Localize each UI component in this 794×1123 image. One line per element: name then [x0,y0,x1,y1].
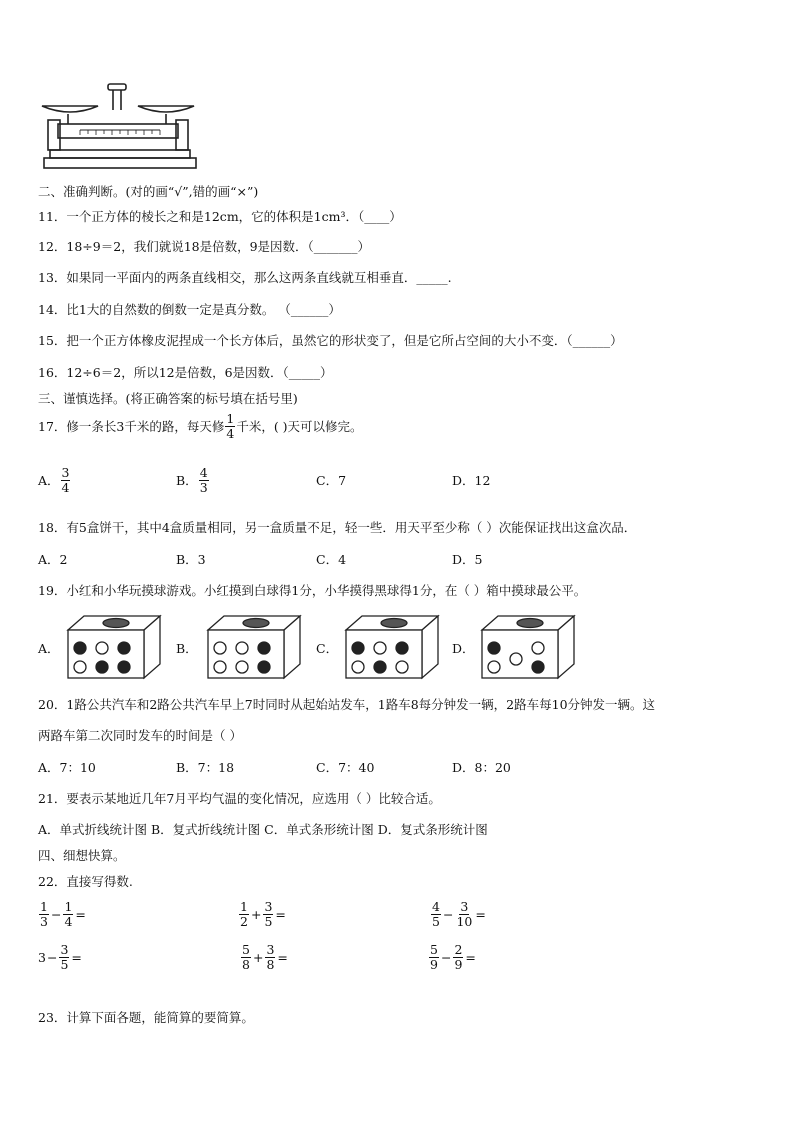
question-15: 15．把一个正方体橡皮泥捏成一个长方体后，虽然它的形状变了，但是它所占空间的大小不变．（______） [38,333,623,348]
frac-den: 8 [242,957,250,972]
question-13: 13．如果同一平面内的两条直线相交，那么这两条直线就互相垂直．_____. [38,270,452,285]
q17-option-b [176,466,210,495]
q18-option-b: B．3 [176,552,206,567]
frac [429,943,439,972]
question-14: 14．比1大的自然数的倒数一定是真分数。 （______） [38,302,341,317]
section-2-heading: 二、准确判断。(对的画“√”,错的画“×”) [38,184,259,199]
frac-num: 2 [454,942,463,957]
calc-2 [238,900,287,929]
frac-den: 3 [199,480,208,495]
question-21: 21．要表示某地近几年7月平均气温的变化情况，应选用（ ）比较合适。 [38,791,441,806]
q17-suffix: 千米，( )天可以修完。 [236,418,363,434]
q17-frac-num: 1 [226,411,235,426]
q19-option-b-label: B． [176,641,198,656]
q18-option-c: C．4 [316,552,347,567]
ball-box-b [206,614,302,680]
frac-num: 1 [40,899,48,914]
q17-option-c [316,473,346,489]
calc-5 [240,943,289,972]
question-19: 19．小红和小华玩摸球游戏。小红摸到白球得1分，小华摸得黑球得1分，在（ ）箱中摸球最公平。 [38,583,587,598]
question-17 [38,412,363,441]
frac-num: 5 [430,942,438,957]
q20-option-d: D．8：20 [452,760,511,775]
frac [265,943,275,972]
question-22: 22．直接写得数. [38,874,133,889]
q17-prefix: 17．修一条长3千米的路，每天修 [38,418,225,434]
equals: = [275,907,286,922]
integer: 3 [38,950,46,965]
frac [263,900,273,929]
frac-den: 8 [266,957,275,972]
q17-fraction [225,412,235,441]
frac-num: 1 [64,899,73,914]
option-fraction [199,466,209,495]
operator: − [442,907,454,922]
equals: = [75,907,86,922]
frac-num: 3 [266,942,275,957]
q19-option-d-label: D． [452,641,475,656]
equals: = [71,950,82,965]
operator: + [250,907,262,922]
frac-den: 5 [432,914,440,929]
q20-option-b: B．7：18 [176,760,235,775]
calc-1 [38,900,87,929]
option-label: B． [176,472,198,488]
calc-4 [38,943,83,972]
question-11: 11．一个正方体的棱长之和是12cm，它的体积是1cm³．（____） [38,209,402,224]
option-label: A． [38,472,60,488]
option-label: C． [316,473,339,488]
q17-option-a [38,466,71,495]
q19-option-c-label: C． [316,641,339,656]
frac-num: 1 [240,899,248,914]
frac-den: 4 [61,480,70,495]
operator: − [440,950,452,965]
q18-option-a: A．2 [38,552,68,567]
frac-den: 3 [40,914,48,929]
option-text: 7 [338,473,347,488]
equals: = [475,907,486,922]
question-20-line1: 20．1路公共汽车和2路公共汽车早上7时同时从起始站发车，1路车8每分钟发一辆，2路车每10分钟发一辆。这 [38,697,656,712]
option-fraction [61,466,71,495]
ball-box-d [480,614,576,680]
frac-den: 5 [264,914,273,929]
option-label: D． [452,473,475,488]
balance-scale-image [40,80,200,172]
question-18: 18．有5盒饼干，其中4盒质量相同，另一盒质量不足，轻一些．用天平至少称（ ）次能保证找出这盒次品． [38,520,637,535]
calc-6 [428,943,477,972]
frac-num: 3 [264,899,273,914]
q20-option-c: C．7：40 [316,760,375,775]
q18-option-d: D．5 [452,552,483,567]
frac [239,900,249,929]
frac-num: 3 [61,465,70,480]
frac-num: 4 [199,465,208,480]
frac-num: 4 [432,899,440,914]
frac-num: 3 [460,899,469,914]
question-16: 16．12÷6＝2，所以12是倍数，6是因数．（_____） [38,365,333,380]
q17-option-d [452,473,490,489]
frac [453,943,463,972]
frac [431,900,441,929]
ball-box-c [344,614,440,680]
operator: − [46,950,58,965]
frac-den: 9 [454,957,463,972]
option-text: 12 [474,473,491,488]
q21-options: A．单式折线统计图 B．复式折线统计图 C．单式条形统计图 D．复式条形统计图 [38,822,488,837]
question-12: 12．18÷9＝2，我们就说18是倍数，9是因数．（_______） [38,239,371,254]
section-3-heading: 三、谨慎选择。(将正确答案的标号填在括号里) [38,391,298,406]
equals: = [465,950,476,965]
q20-option-a: A．7：10 [38,760,96,775]
operator: + [252,950,264,965]
question-20-line2: 两路车第二次同时发车的时间是（ ） [38,728,242,743]
frac [59,943,69,972]
frac-den: 2 [240,914,248,929]
frac [455,900,473,929]
frac [39,900,49,929]
frac-den: 9 [430,957,438,972]
equals: = [277,950,288,965]
frac [241,943,251,972]
calc-3 [430,900,487,929]
q17-frac-den: 4 [226,426,235,441]
frac-den: 4 [64,914,73,929]
frac-den: 10 [456,914,473,929]
ball-box-a [66,614,162,680]
question-23: 23．计算下面各题，能简算的要简算。 [38,1010,254,1025]
frac [63,900,73,929]
frac-num: 3 [60,942,69,957]
section-4-heading: 四、细想快算。 [38,848,126,863]
frac-num: 5 [242,942,250,957]
frac-den: 5 [60,957,69,972]
operator: − [50,907,62,922]
q19-option-a-label: A． [38,641,60,656]
